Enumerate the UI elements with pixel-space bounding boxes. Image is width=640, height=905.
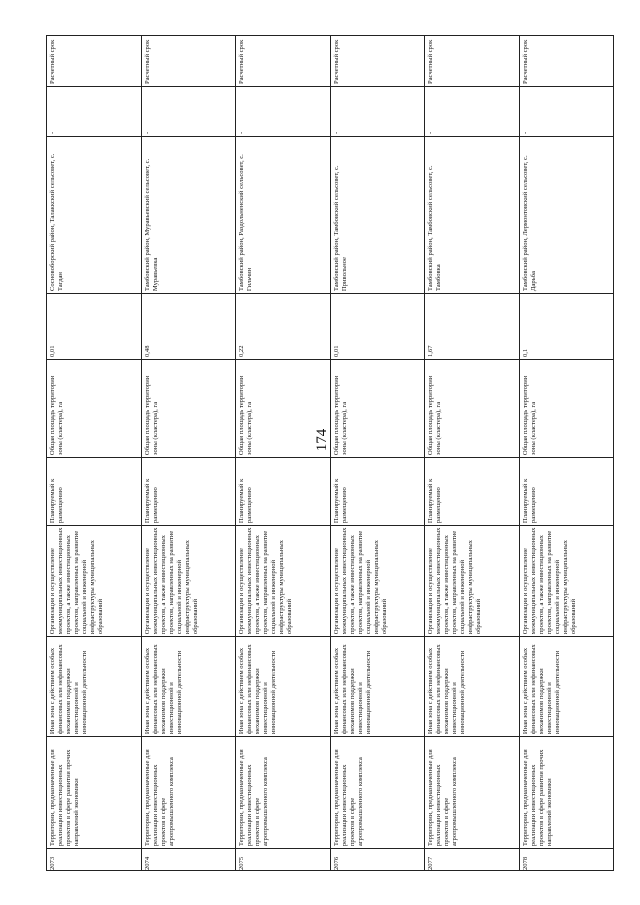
cell-value-text: 1,67 bbox=[427, 345, 434, 357]
cell-purpose bbox=[425, 525, 519, 636]
cell-term bbox=[142, 36, 236, 86]
cell-value-text: 0,01 bbox=[332, 345, 340, 357]
cell-number bbox=[520, 848, 614, 872]
cell-extra bbox=[425, 86, 519, 136]
cell-value-text: 0,22 bbox=[238, 345, 245, 357]
cell-purpose-text: Организация и осуществление межмуниципальных инвестиционных проектов, а также инвестиционных проектов, направленных на развитие социальной и инженерной инфраструктуры муниципальных образований bbox=[238, 527, 294, 634]
cell-status-text: Планируемый к размещению bbox=[332, 478, 348, 523]
cell-number-text: 2078 bbox=[521, 856, 529, 870]
cell-category bbox=[520, 736, 614, 848]
cell-parameter-text: Общая площадь территории зоны (кластера), га bbox=[238, 375, 254, 455]
cell-number-text: 2076 bbox=[332, 856, 340, 870]
cell-purpose bbox=[236, 525, 330, 636]
cell-zone-type bbox=[47, 636, 141, 736]
cell-value-text: 0,1 bbox=[521, 348, 529, 357]
cell-location-text: Тамбовский район, Муравьевский сельсовет, с. Муравьевка bbox=[143, 158, 159, 291]
cell-category bbox=[142, 736, 236, 848]
cell-status-text: Планируемый к размещению bbox=[143, 478, 159, 523]
cell-term-text: Расчетный срок bbox=[238, 39, 245, 84]
cell-zone-type-text: Иная зона с действием особых финансовых или нефинансовых механизмов поддержки инвестиционной и инновационной деятельности bbox=[143, 644, 183, 734]
cell-extra bbox=[236, 86, 330, 136]
cell-category bbox=[331, 736, 425, 848]
cell-zone-type-text: Иная зона с действием особых финансовых или нефинансовых механизмов поддержки инвестиционной и инновационной деятельности bbox=[332, 644, 372, 734]
cell-location bbox=[142, 136, 236, 293]
cell-status bbox=[236, 457, 330, 525]
cell-zone-type-text: Иная зона с действием особых финансовых или нефинансовых механизмов поддержки инвестиционной и инновационной деятельности bbox=[49, 644, 89, 734]
cell-location-text: Тамбовский район, Раздольненский сельсовет, с. Гильчин bbox=[238, 154, 254, 291]
cell-status bbox=[425, 457, 519, 525]
cell-zone-type-text: Иная зона с действием особых финансовых или нефинансовых механизмов поддержки инвестиционной и инновационной деятельности bbox=[521, 644, 561, 734]
cell-term-text: Расчетный срок bbox=[332, 39, 340, 84]
cell-zone-type bbox=[331, 636, 425, 736]
cell-number bbox=[142, 848, 236, 872]
cell-number bbox=[331, 848, 425, 872]
cell-purpose-text: Организация и осуществление межмуниципальных инвестиционных проектов, а также инвестиционных проектов, направленных на развитие социальной и инженерной инфраструктуры муниципальных образований bbox=[49, 527, 105, 634]
cell-zone-type bbox=[236, 636, 330, 736]
cell-number-text: 2073 bbox=[49, 856, 56, 870]
cell-category-text: Территории, предназначенные для реализации инвестиционных проектов в сфере развития прочих направлений экономики bbox=[49, 749, 81, 846]
cell-extra-text: - bbox=[49, 131, 56, 134]
cell-status-text: Планируемый к размещению bbox=[427, 478, 443, 523]
cell-value bbox=[331, 293, 425, 359]
cell-category-text: Территории, предназначенные для реализации инвестиционных проектов в сфере развития прочих направлений экономики bbox=[521, 749, 553, 846]
cell-status bbox=[142, 457, 236, 525]
cell-category bbox=[236, 736, 330, 848]
cell-status bbox=[331, 457, 425, 525]
cell-value-text: 0,48 bbox=[143, 345, 151, 357]
cell-location-text: Тамбовский район, Тамбовский сельсовет, с. Привольное bbox=[332, 165, 348, 291]
cell-value-text: 0,01 bbox=[49, 345, 56, 357]
cell-term-text: Расчетный срок bbox=[521, 39, 529, 84]
cell-extra-text: - bbox=[521, 131, 529, 134]
cell-extra-text: - bbox=[143, 131, 151, 134]
cell-parameter-text: Общая площадь территории зоны (кластера), га bbox=[427, 375, 443, 455]
cell-number bbox=[236, 848, 330, 872]
cell-parameter bbox=[142, 359, 236, 457]
cell-parameter-text: Общая площадь территории зоны (кластера), га bbox=[143, 375, 159, 455]
cell-zone-type bbox=[520, 636, 614, 736]
cell-location bbox=[236, 136, 330, 293]
cell-value bbox=[425, 293, 519, 359]
cell-category-text: Территории, предназначенные для реализации инвестиционных проектов в сфере агропромышленного комплекса bbox=[332, 749, 364, 846]
cell-value bbox=[236, 293, 330, 359]
cell-zone-type-text: Иная зона с действием особых финансовых или нефинансовых механизмов поддержки инвестиционной и инновационной деятельности bbox=[427, 644, 467, 734]
zones-table bbox=[46, 35, 613, 871]
table-row bbox=[46, 35, 142, 871]
cell-extra-text: - bbox=[332, 131, 340, 134]
cell-zone-type bbox=[425, 636, 519, 736]
cell-purpose bbox=[142, 525, 236, 636]
cell-term bbox=[425, 36, 519, 86]
cell-parameter bbox=[520, 359, 614, 457]
cell-status bbox=[47, 457, 141, 525]
table-row bbox=[424, 35, 520, 871]
cell-status-text: Планируемый к размещению bbox=[521, 478, 537, 523]
cell-purpose bbox=[520, 525, 614, 636]
cell-parameter bbox=[236, 359, 330, 457]
cell-term bbox=[47, 36, 141, 86]
cell-location bbox=[47, 136, 141, 293]
cell-term-text: Расчетный срок bbox=[427, 39, 434, 84]
cell-location-text: Тамбовский район, Тамбовский сельсовет, с. Тамбовка bbox=[427, 165, 443, 291]
cell-number bbox=[425, 848, 519, 872]
cell-parameter-text: Общая площадь территории зоны (кластера), га bbox=[521, 375, 537, 455]
cell-status-text: Планируемый к размещению bbox=[238, 478, 254, 523]
cell-extra-text: - bbox=[238, 131, 245, 134]
cell-purpose-text: Организация и осуществление межмуниципальных инвестиционных проектов, а также инвестиционных проектов, направленных на развитие социальной и инженерной инфраструктуры муниципальных образований bbox=[143, 527, 199, 634]
cell-purpose-text: Организация и осуществление межмуниципальных инвестиционных проектов, а также инвестиционных проектов, направленных на развитие социальной и инженерной инфраструктуры муниципальных образований bbox=[427, 527, 483, 634]
cell-purpose-text: Организация и осуществление межмуниципальных инвестиционных проектов, а также инвестиционных проектов, направленных на развитие социальной и инженерной инфраструктуры муниципальных образований bbox=[521, 527, 577, 634]
cell-term bbox=[520, 36, 614, 86]
cell-zone-type-text: Иная зона с действием особых финансовых или нефинансовых механизмов поддержки инвестиционной и инновационной деятельности bbox=[238, 644, 278, 734]
cell-extra-text: - bbox=[427, 131, 434, 134]
cell-category bbox=[47, 736, 141, 848]
cell-category-text: Территории, предназначенные для реализации инвестиционных проектов в сфере агропромышленного комплекса bbox=[143, 749, 175, 846]
table-row bbox=[330, 35, 426, 871]
cell-extra bbox=[47, 86, 141, 136]
cell-number-text: 2077 bbox=[427, 856, 434, 870]
cell-extra bbox=[520, 86, 614, 136]
cell-status bbox=[520, 457, 614, 525]
cell-purpose bbox=[331, 525, 425, 636]
cell-parameter-text: Общая площадь территории зоны (кластера), га bbox=[332, 375, 348, 455]
cell-number-text: 2075 bbox=[238, 856, 245, 870]
table-row bbox=[235, 35, 331, 871]
cell-number bbox=[47, 848, 141, 872]
cell-parameter bbox=[47, 359, 141, 457]
cell-status-text: Планируемый к размещению bbox=[49, 478, 65, 523]
cell-number-text: 2074 bbox=[143, 856, 151, 870]
cell-value bbox=[520, 293, 614, 359]
page-number: 174 bbox=[314, 428, 330, 452]
cell-category-text: Территории, предназначенные для реализации инвестиционных проектов в сфере агропромышленного комплекса bbox=[427, 749, 459, 846]
cell-parameter-text: Общая площадь территории зоны (кластера), га bbox=[49, 375, 65, 455]
cell-term bbox=[236, 36, 330, 86]
cell-location-text: Сосновоборский район, Талаккский сельсовет, с. Тагдан bbox=[49, 153, 65, 291]
cell-value bbox=[47, 293, 141, 359]
cell-location bbox=[520, 136, 614, 293]
cell-value bbox=[142, 293, 236, 359]
table-row bbox=[141, 35, 237, 871]
cell-location-text: Тамбовский район, Лермонтовский сельсовет, с. Дарьба bbox=[521, 155, 537, 291]
cell-purpose-text: Организация и осуществление межмуниципальных инвестиционных проектов, а также инвестиционных проектов, направленных на развитие социальной и инженерной инфраструктуры муниципальных образований bbox=[332, 527, 388, 634]
cell-parameter bbox=[425, 359, 519, 457]
cell-zone-type bbox=[142, 636, 236, 736]
table-row bbox=[519, 35, 615, 871]
cell-extra bbox=[331, 86, 425, 136]
cell-term-text: Расчетный срок bbox=[143, 39, 151, 84]
cell-category-text: Территории, предназначенные для реализации инвестиционных проектов в сфере агропромышленного комплекса bbox=[238, 749, 270, 846]
cell-category bbox=[425, 736, 519, 848]
cell-location bbox=[425, 136, 519, 293]
cell-extra bbox=[142, 86, 236, 136]
cell-parameter bbox=[331, 359, 425, 457]
cell-purpose bbox=[47, 525, 141, 636]
cell-location bbox=[331, 136, 425, 293]
cell-term-text: Расчетный срок bbox=[49, 39, 56, 84]
cell-term bbox=[331, 36, 425, 86]
